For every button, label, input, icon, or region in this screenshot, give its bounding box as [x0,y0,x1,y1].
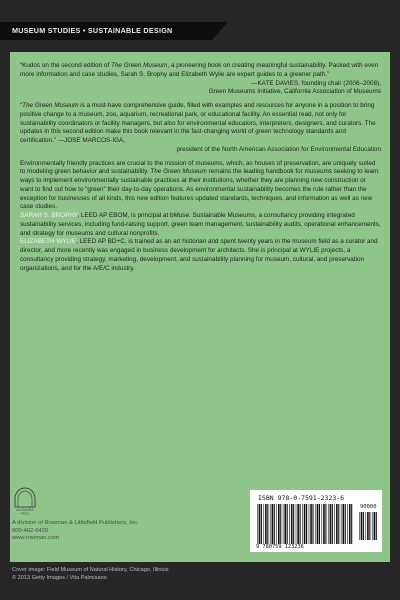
barcode-bar [347,504,348,544]
publisher-imprint [12,520,139,543]
description-paragraph [20,160,381,213]
author-name-wylie: ELIZABETH WYLIE [20,238,77,246]
barcode-bar [349,504,351,544]
barcode-bar [330,504,332,544]
barcode-bar [332,504,333,544]
barcode-bar [272,504,274,544]
barcode-bar [343,504,345,544]
author-bio-text-brophy: , LEED AP EBOM, is principal at bMuse: Sustainable Museums, a consultancy providing integrated sustainability services, including fund-raising support, green team management, sustainability audits, operational enhancements, and strategy for museums and cultural nonprofits. [20,212,381,237]
barcode-bar [369,512,370,540]
barcode-bar [259,504,261,544]
barcode-bar [274,504,275,544]
quote-2-title: The Green Museum [22,102,79,109]
quote-1-lead: “Kudos on the second edition of [20,62,111,69]
barcode-bar [315,504,316,544]
barcode-bar [276,504,277,544]
barcode-icon [256,504,354,544]
description-part-1: Environmentally friendly practices are crucial to the mission of museums, which, as houses of preservation, are uniquely suited to modeling green behavior and sustainability. [20,159,376,176]
quote-1-body: , a pioneering book on creating meaningful sustainability. Packed with even more information and case studies, Sarah S. Brophy and Elizabeth Wylie are expert guides to a greener path.” [20,62,379,78]
barcode-bar [322,504,323,544]
barcode-bar [312,504,313,544]
barcode-bar [287,504,288,544]
author-bio-text-wylie: , LEED AP BD+C, is trained as an art historian and spent twenty years in the museum field as a curator and director, and more recently was engaged in business development for architects. She is principal at WYLIE projects, a consultancy providing strategy, marketing, development, and sustainability planning for museum, cultural, and preservation organizations, and for the A/E/C industry. [20,238,378,272]
quote-2-affiliation: president of the North American Association for Environmental Education [176,145,381,153]
barcode-bar [341,504,342,544]
barcode-bar [367,512,369,540]
isbn-number: ISBN 978-0-7591-2323-6 [258,494,345,502]
barcode-bar [267,504,268,544]
barcode-bar [265,504,267,544]
author-name-brophy: SARAH S. BROPHY [20,212,78,219]
barcode-bar [270,504,271,544]
barcode-bar [306,504,307,544]
author-bio-brophy [20,212,381,238]
barcode-bar [372,512,373,540]
blurb-quote-2 [20,102,381,155]
barcode-bar [278,504,280,544]
barcode-bar [336,504,338,544]
blurb-quote-1-text [20,62,381,80]
publisher-division: A division of Rowman & Littlefield Publishers, Inc. [12,520,139,526]
cover-credit [12,567,169,582]
barcode-bar [319,504,320,544]
barcode-bar [257,504,258,544]
cover-credit-copyright: © 2013 Getty Images / Vita Palmisano [12,574,107,581]
description-title: The Green Museum [150,168,207,176]
barcode-bar [334,504,335,544]
barcode-bar [374,512,376,540]
barcode-bar [351,504,352,544]
price-barcode-icon [358,512,378,540]
publisher-phone: 800-462-6420 [12,527,49,534]
content-panel [10,52,390,562]
barcode-bar [363,512,364,540]
barcode-bar [293,504,294,544]
barcode-bar [317,504,319,544]
price-code: 90000 [360,504,377,510]
barcode-bar [309,504,310,544]
barcode-bar [302,504,303,544]
barcode-bar [345,504,346,544]
isbn-barcode-box [250,490,382,552]
barcode-bar [325,504,326,544]
barcode-bar [296,504,297,544]
barcode-bar [359,512,360,540]
barcode-bar [361,512,363,540]
barcode-bar [280,504,281,544]
barcode-bar [289,504,290,544]
publisher-logo-text: ALTAMIRA [16,508,34,512]
quote-2-body: is a must-have comprehensive guide, filled with examples and resources for anyone in a position to bring positive change to a museum, zoo, aquarium, recreational park, or educational facility. An essential read, not only for sustainability coordinators or facility managers, but also for environmental educators, interpreters, designers, and curators. The updates in this second edition make this book relevant in the fast-changing world of green technology standards and certification.” —JOSE MARCOS-IGA, [20,102,376,144]
barcode-digits: 9 780759 123236 [256,544,304,550]
barcode-bar [283,504,284,544]
barcode-bar [297,504,299,544]
blurb-quote-2-text [20,102,381,146]
barcode-bar [261,504,262,544]
barcode-bar [263,504,264,544]
barcode-bar [284,504,286,544]
barcode-bar [376,512,377,540]
author-bio-wylie [20,238,381,273]
description-part-2: remains the leading handbook for museums seeking to learn ways to implement environmentally sustainable practices at their institutions, whether they are planning new construction or want to find out how to “green” their day-to-day operations. As environmental sustainability becomes the rule rather than the exception for businesses of all kinds, this new edition features updated standards, techniques, and information as well as new case studies. [20,168,379,211]
barcode-bar [291,504,293,544]
blurb-quote-1 [20,62,381,97]
quote-1-affiliation: Green Museums Initiative, California Association of Museums [208,88,381,96]
barcode-bar [328,504,329,544]
quote-2-lead: “ [20,102,23,109]
barcode-bar [365,512,366,540]
publisher-logo-sub: PRESS [20,512,30,515]
quote-1-attribution: —KATE DAVIES, founding chair (2006–2008), [251,79,381,87]
barcode-bar [304,504,306,544]
barcode-bar [300,504,301,544]
cover-credit-image: Cover image: Field Museum of Natural History, Chicago, Illinois [12,567,169,573]
barcode-bar [338,504,339,544]
series-label: MUSEUM STUDIES • SUSTAINABLE DESIGN [12,26,173,35]
barcode-bar [310,504,312,544]
publisher-logo-icon [12,487,38,515]
quote-1-title: The Green Museum [111,62,168,69]
publisher-website: www.rowman.com [12,535,60,542]
barcode-bar [323,504,325,544]
